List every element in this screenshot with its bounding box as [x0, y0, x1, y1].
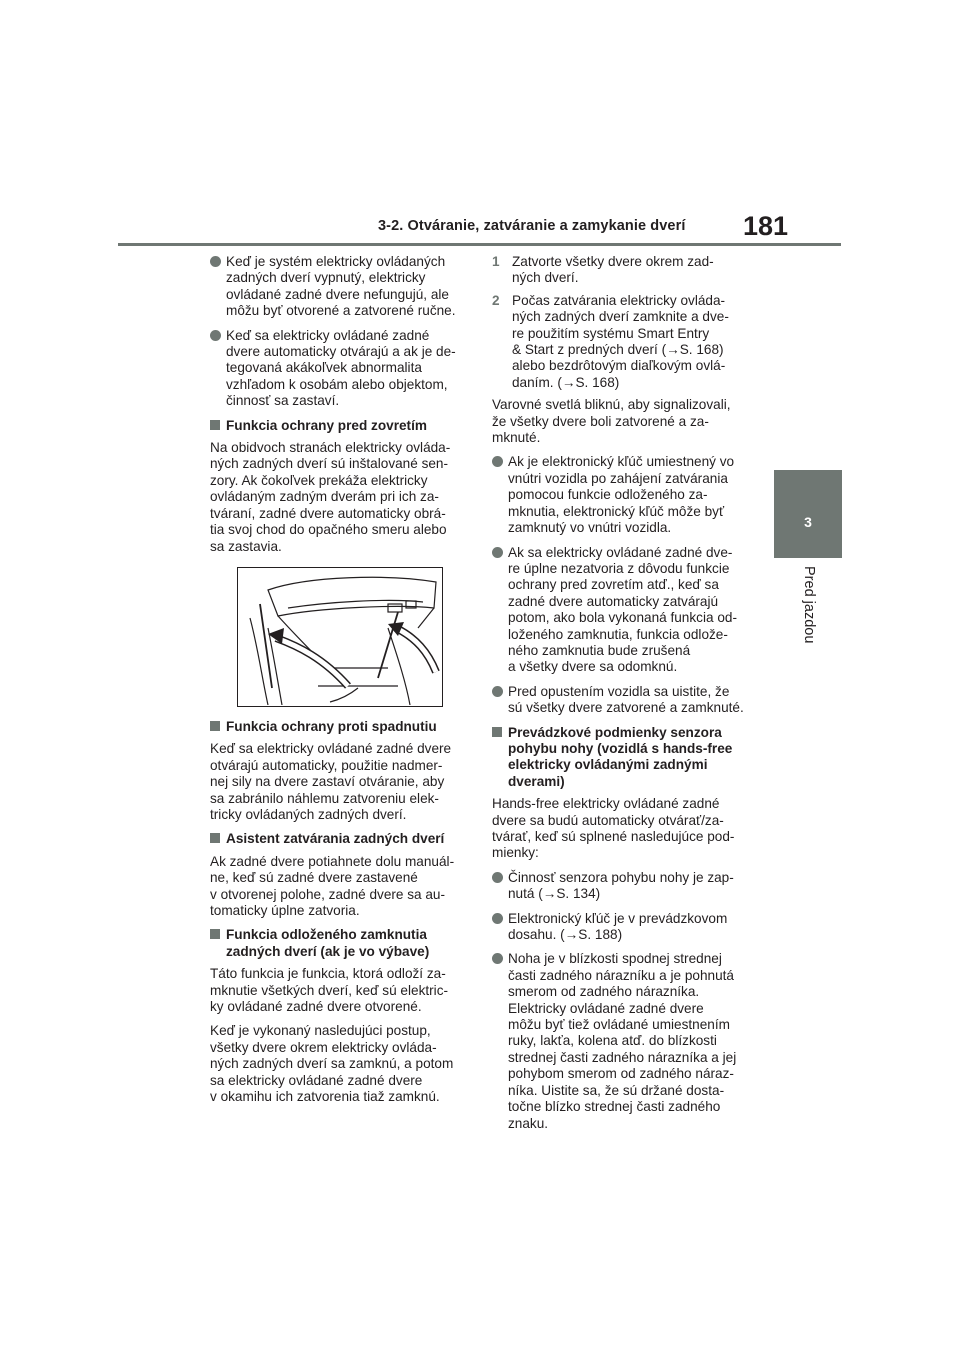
paragraph: Varovné svetlá bliknú, aby signalizovali, že všetky dvere boli zatvorené a za- mknuté. [492, 397, 731, 446]
section-heading: Prevádzkové podmienky senzora pohybu nohy (vozidlá s hands-free elektricky ovládanými zadnými dverami) [492, 725, 760, 791]
section-heading: Funkcia ochrany pred zovretím [210, 418, 473, 434]
page-number: 181 [743, 211, 789, 241]
chapter-tab[interactable] [774, 470, 842, 558]
bullet-item: Činnosť senzora pohybu nohy je zap- nutá (→S. 134) [492, 870, 760, 903]
bullet-icon [492, 913, 503, 924]
car-rear-drawing [238, 568, 441, 705]
bullet-icon [492, 547, 503, 558]
paragraph: Keď je vykonaný nasledujúci postup, všetky dvere okrem elektricky ovláda- ných zadných dverí sa zamknú, a potom sa elektricky ovládané zadné dvere v okamihu ich zatvorenia tiaž zamknú. [210, 1023, 454, 1105]
step-item: 2 Počas zatvárania elektricky ovláda- ných zadných dverí zamknite a dve- re použitím systému Smart Entry & Start z predných dverí (→S. 168) alebo bezdrôtovým diaľkovým ovlá- daním. (→S. 168) [492, 292, 729, 390]
step-item: 1 Zatvorte všetky dvere okrem zad- ných dverí. [492, 254, 714, 286]
paragraph: Keď sa elektricky ovládané zadné dvere otvárajú automaticky, použitie nadmer- nej sily na dvere zastaví otváranie, aby sa zabránilo náhlemu zatvoreniu elek- tricky ovládaných zadných dverí. [210, 741, 452, 822]
square-icon [210, 721, 220, 731]
paragraph: Ak zadné dvere potiahnete dolu manuál- ne, keď sú zadné dvere zastavené v otvorenej polohe, zadné dvere sa au- tomaticky úplne zatvoria. [210, 853, 455, 918]
square-icon [210, 833, 220, 843]
bullet-item: Ak sa elektricky ovládané zadné dve- re úplne nezatvoria z dôvodu funkcie ochrany pred zovretím atď., keď sa zadné dvere automaticky zatvárajú potom, ako bola vykonaná funkcia od- loženého zamknutia, funkcia odlože- ného zamknutia bude zrušená a všetky dvere sa odomknú. [492, 545, 760, 676]
bullet-item: Elektronický kľúč je v prevádzkovom dosahu. (→S. 188) [492, 911, 760, 944]
section-heading: Funkcia odloženého zamknutia zadných dverí (ak je vo výbave) [210, 927, 473, 960]
left-column [210, 254, 473, 1105]
section-title: 3-2. Otváranie, zatváranie a zamykanie dverí [378, 218, 686, 234]
bullet-item: Keď sa elektricky ovládané zadné dvere automaticky otvárajú a ak je de- tegovaná akákoľvek abnormalita vzhľadom k osobám alebo objektom, činnosť sa zastaví. [210, 328, 473, 410]
bullet-item: Pred opustením vozidla sa uistite, že sú všetky dvere zatvorené a zamknuté. [492, 684, 760, 717]
chapter-number: 3 [804, 514, 812, 530]
bullet-item: Ak je elektronický kľúč umiestnený vo vnútri vozidla po zahájení zatvárania pomocou funkcie odloženého za- mknutia, elektronický kľúč môže byť zamknutý vo vnútri vozidla. [492, 454, 760, 536]
bullet-icon [492, 456, 503, 467]
bullet-icon [210, 330, 221, 341]
paragraph: Táto funkcia je funkcia, ktorá odloží za- mknutie všetkých dverí, keď sú elektric- ky ovládané zadné dvere otvorené. [210, 966, 449, 1014]
chapter-label: Pred jazdou [801, 566, 817, 644]
bullet-icon [492, 953, 503, 964]
bullet-item: Noha je v blízkosti spodnej strednej časti zadného nárazníku a je pohnutá smerom od zadného nárazníka. Elektricky ovládané zadné dvere môžu byť tiež ovládané umiestnením ruky, lakťa, kolena atď. do blízkosti strednej časti zadného nárazníka a jej pohybom smerom od zadného náraz- níka. Uistite sa, že sú držané dosta- točne blízko strednej časti zadného znaku. [492, 951, 760, 1131]
square-icon [210, 420, 220, 430]
bullet-icon [492, 686, 503, 697]
paragraph: Na obidvoch stranách elektricky ovláda- ných zadných dverí sú inštalované sen- zory. Ak čokoľvek prekáža elektricky ovládaným zadným dverám pri ich za- tváraní, zadné dvere automaticky obrá- tia svoj chod do opačného smeru alebo sa zastavia. [210, 440, 451, 554]
paragraph: Hands-free elektricky ovládané zadné dvere sa budú automaticky otvárať/za- tvárať, keď sú splnené nasledujúce pod- mienky: [492, 796, 735, 861]
right-column [492, 254, 760, 1132]
step-number: 2 [492, 292, 500, 308]
header-rule [118, 243, 841, 246]
bullet-icon [492, 872, 503, 883]
step-number: 1 [492, 254, 500, 269]
section-heading: Funkcia ochrany proti spadnutiu [210, 719, 473, 735]
square-icon [210, 929, 220, 939]
bullet-item: Keď je systém elektricky ovládaných zadných dverí vypnutý, elektricky ovládané zadné dvere nefungujú, ale môžu byť otvorené a zatvorené ručne. [210, 254, 473, 320]
bullet-icon [210, 256, 221, 267]
back-door-illustration [237, 567, 443, 707]
square-icon [492, 727, 502, 737]
section-heading: Asistent zatvárania zadných dverí [210, 831, 473, 847]
